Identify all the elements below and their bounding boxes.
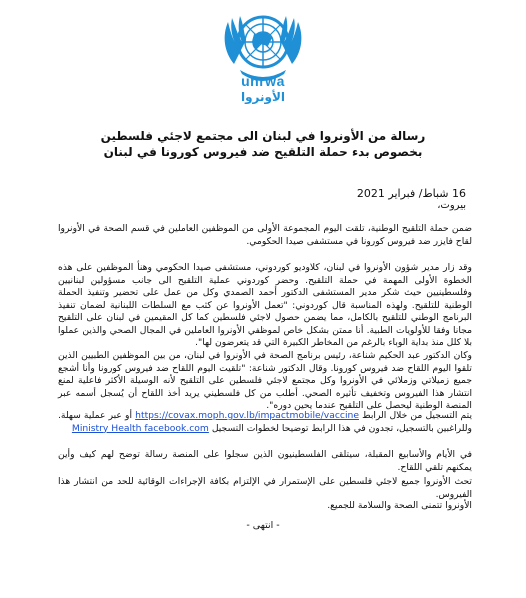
date: 16 شباط/ فبراير 2021 [356,187,466,200]
paragraph-4 [58,410,472,435]
paragraph-3: وكان الدكتور عبد الحكيم شناعة، رئيس برنامج الصحة في الأونروا في لبنان، من بين الموظفين الطبيين الذين تلقوا اليوم اللقاح ضد فيروس كورونا. وقال الدكتور شناعة: "تلقيت اليوم اللقاح ضد فيروس كورونا وأنا أشجع جميع زميلاتي وزملائي في الأونروا وكل مجتمع لاجئي فلسطين على التلقيح لأنه الوسيلة الأكثر فاعلية لمنع انتشار هذا الفيروس وتخفيف تأثيره الصحي. أطلب من كل فلسطيني يريد أخذ اللقاح أن يُسجل أسمه عبر المنصة الوطنية ليحصل على التلقيح عندما يحين دوره". [58,350,472,411]
logo-wordmark-latin: unrwa [241,73,285,89]
end-mark: - انتهى - [246,520,280,531]
paragraph-1: ضمن حملة التلقيح الوطنية، تلقت اليوم المجموعة الأولى من الموظفين العاملين في قسم الصحة في الأونروا لقاح فايزر ضد فيروس كورونا في مستشفى صيدا الحكومي. [58,223,472,247]
paragraph-2: وقد زار مدير شؤون الأونروا في لبنان، كلاوديو كوردوني، مستشفى صيدا الحكومي وهنأ الموظفين على هذه الخطوة الأولى المهمة في حملة التلقيح. وحضر كوردوني عملية التلقيح الى جانب مسؤولين لبنانيين وفلسطينيين حيث شكر مدير المستشفى الدكتور أحمد الصمدي وكل من عمل على تحضير وتنفيذ الحملة الوطنية للتلقيح. ولهذه المناسبة قال كوردوني: "تعمل الأونروا عن كثب مع السلطات اللبنانية لضمان تنفيذ البرنامج الوطني للتلقيح بالكامل، مما يضمن حصول لاجئي فلسطين كما كل المقيمين في لبنان على التلقيح مجانا وفقا للأولويات الطبية. أنا ممتن بشكل خاص لموظفي الأونروا العاملين في المجال الصحي والذين عملوا بلا كلل منذ بداية الوباء بالرغم من المخاطر الكبيرة التي قد يتعرضون لها". [58,262,472,348]
title-line-1: رسالة من الأونروا في لبنان الى مجتمع لاجئي فلسطين [100,129,426,143]
document-title [80,128,446,160]
paragraph-6: تحث الأونروا جميع لاجئي فلسطين على الإستمرار في الإلتزام بكافة الإجراءات الوقائية للحد من انتشار هذا الفيروس. [58,476,472,500]
title-line-2: بخصوص بدء حملة التلقيح ضد فيروس كورونا في لبنان [103,145,423,159]
ministry-health-facebook-link[interactable]: Ministry Health facebook.com [71,422,209,434]
registration-intro: يتم التسجيل من خلال الرابط [362,410,473,421]
paragraph-5: في الأيام والأسابيع المقبلة، سيتلقى الفلسطينيون الذين سجلوا على المنصة رسالة توضح لهم كيف وأين يمكنهم تلقي اللقاح. [58,449,472,473]
place: بيروت، [437,200,466,211]
paragraph-7: الأونروا تتمنى الصحة والسلامة للجميع. [327,500,472,511]
logo-wordmark-arabic: الأونروا [240,90,286,104]
registration-middle: أو عبر عملية سهلة. وللراغبين بالتسجيل، تجدون في هذا الرابط توضيحا لخطوات التسجيل [58,410,472,434]
vaccine-registration-link[interactable]: https://covax.moph.gov.lb/impactmobile/vaccine [135,410,359,421]
